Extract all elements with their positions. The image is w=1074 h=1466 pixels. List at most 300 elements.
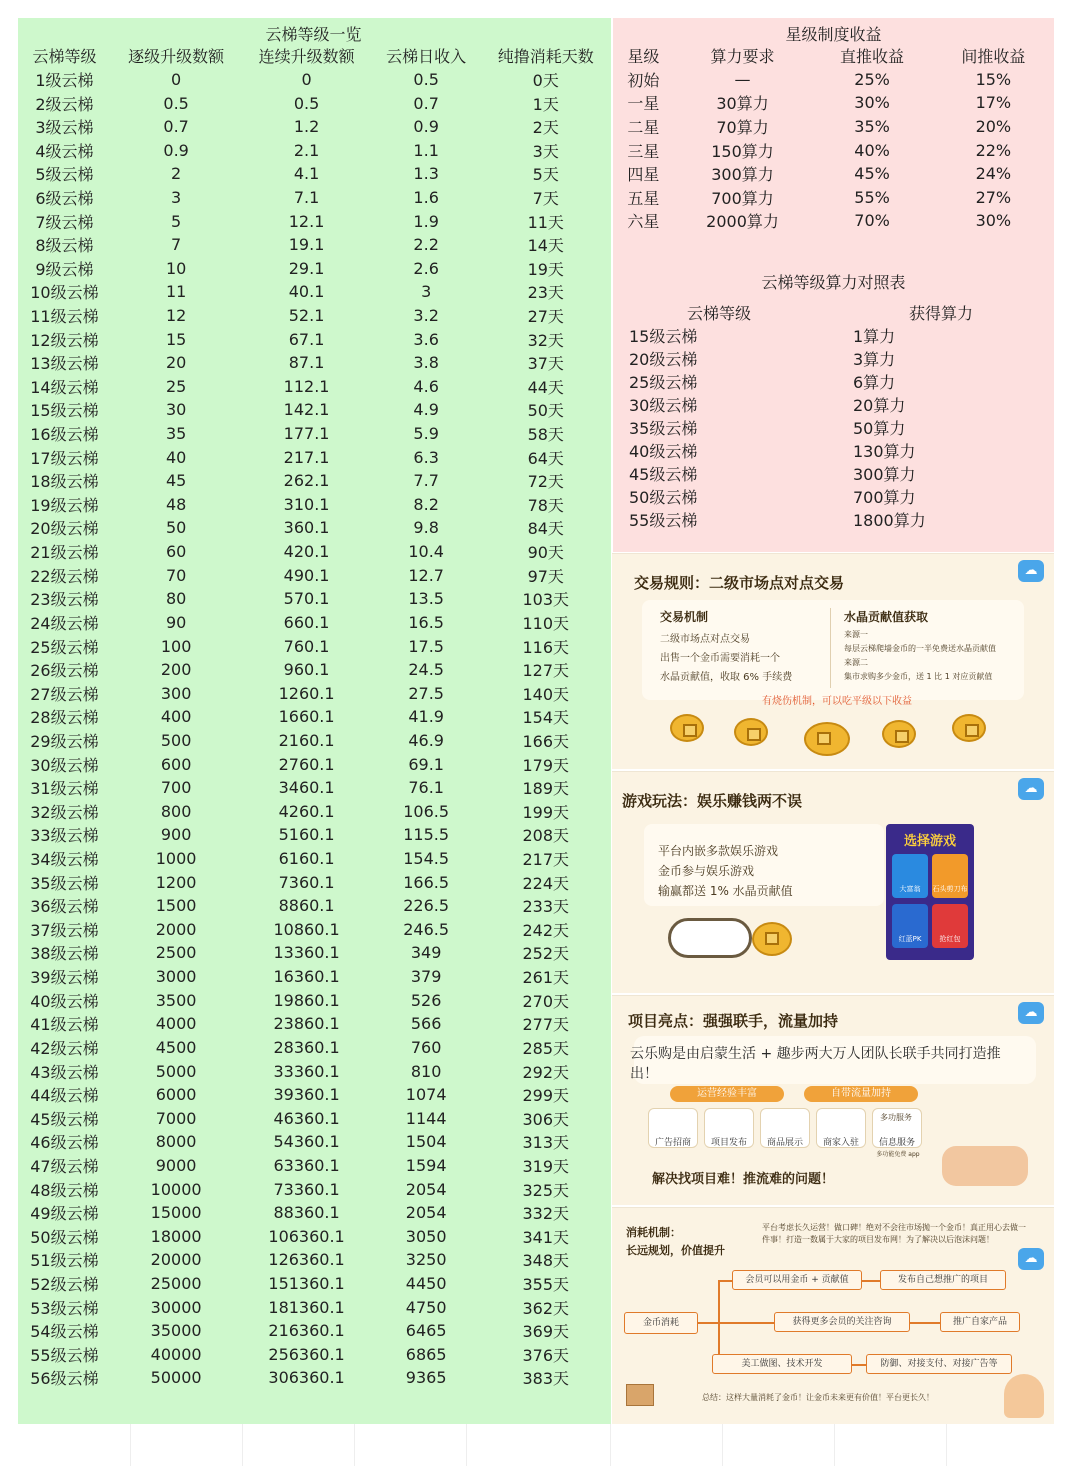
table-cell: 900 [160, 825, 192, 845]
table-cell: 300算力 [711, 165, 774, 185]
table-cell: 199天 [522, 802, 570, 822]
table-cell: 0天 [532, 70, 559, 90]
table-cell: 64天 [527, 448, 564, 468]
table-cell: 566 [410, 1014, 442, 1034]
table-cell: 189天 [522, 779, 570, 799]
table-cell: 27级云梯 [30, 684, 99, 704]
table-cell: 初始 [627, 70, 660, 90]
table-cell: 46级云梯 [30, 1133, 99, 1153]
table-cell: 216360.1 [268, 1321, 345, 1341]
consume-intro: 平台考虑长久运营！做口碑！绝对不会往市场抛一个金币！真正用心去做一件事！打造一数属于大家的项目发布网！为了解决以后泡沫问题！ [762, 1223, 1026, 1244]
table-row [18, 729, 611, 753]
table-cell: 23860.1 [273, 1014, 340, 1034]
table-row [18, 634, 611, 658]
table-cell: 45 [165, 471, 187, 491]
table-row [18, 705, 611, 729]
table-cell: 55级云梯 [30, 1345, 99, 1365]
table-row [18, 1224, 611, 1248]
table-cell: 7000 [155, 1108, 197, 1128]
table-cell: 341天 [522, 1227, 570, 1247]
table-cell: 30级云梯 [629, 396, 698, 415]
table-row [613, 439, 1054, 462]
table-cell: 46360.1 [273, 1108, 340, 1128]
table-cell: 30% [854, 93, 890, 113]
table-cell: 3天 [532, 141, 559, 161]
table-cell: 2054 [405, 1179, 447, 1199]
table-cell: 1.1 [413, 140, 439, 160]
table-cell: 5天 [532, 165, 559, 185]
table-cell: 20000 [150, 1250, 202, 1270]
table-cell: 10级云梯 [30, 283, 99, 303]
table-cell: 570.1 [283, 589, 330, 609]
table-cell: 40 [165, 447, 187, 467]
table-cell: 6级云梯 [35, 188, 94, 208]
table-cell: 22级云梯 [30, 566, 99, 586]
table-cell: 217天 [522, 850, 570, 870]
table-cell: 1.3 [413, 164, 439, 184]
table-cell: 100 [160, 636, 192, 656]
flow-root: 金币消耗 [624, 1312, 698, 1334]
table-row [18, 304, 611, 328]
table-cell: 262.1 [283, 471, 330, 491]
table-cell: 16级云梯 [30, 425, 99, 445]
table-cell: 348天 [522, 1251, 570, 1271]
table-cell: 233天 [522, 897, 570, 917]
table-cell: 7.7 [413, 471, 439, 491]
table-cell: 17% [975, 93, 1012, 113]
table-cell: 41级云梯 [30, 1015, 99, 1035]
table-cell: 379 [410, 967, 442, 987]
table-cell: 26级云梯 [30, 661, 99, 681]
table-row [18, 1201, 611, 1225]
table-cell: 5 [171, 211, 182, 231]
table-cell: 33级云梯 [30, 826, 99, 846]
table-cell: 3000 [155, 967, 197, 987]
table-cell: 200 [160, 660, 192, 680]
table-cell: 4750 [405, 1297, 447, 1317]
table-cell: 五星 [627, 188, 660, 208]
coin-stack-icon [804, 722, 850, 756]
table-cell: 11级云梯 [30, 307, 99, 326]
table-row [18, 587, 611, 611]
table-row [18, 422, 611, 446]
table-cell: 24.5 [408, 660, 444, 680]
table-cell: 12.7 [408, 565, 444, 585]
table-cell: 17.5 [408, 636, 444, 656]
table-cell: 126360.1 [268, 1250, 345, 1270]
table-cell: 110天 [522, 613, 570, 633]
table-cell: 2 [171, 164, 182, 184]
table-cell: 300算力 [853, 465, 916, 484]
table-cell: 70算力 [716, 118, 769, 138]
table-cell: 32天 [527, 330, 564, 350]
table-cell: 300 [160, 683, 192, 703]
table-row [18, 1177, 611, 1201]
star-panel [613, 18, 1054, 552]
table-cell: 10000 [150, 1179, 202, 1199]
table-row [18, 398, 611, 422]
table-cell: 55% [854, 187, 890, 207]
cloud-icon: ☁ [1018, 778, 1044, 800]
table-cell: 18000 [150, 1226, 202, 1246]
star-table-header: 星级 [627, 47, 660, 67]
table-cell: 19.1 [288, 235, 325, 255]
table-cell: 1504 [405, 1132, 447, 1152]
table-cell: 6865 [405, 1344, 447, 1364]
table-cell: 9.8 [413, 518, 439, 538]
trade-mech-line: 二级市场点对点交易 [660, 634, 750, 645]
star-table-header: 算力要求 [710, 47, 775, 67]
table-cell: 33360.1 [273, 1061, 340, 1081]
trade-card [612, 553, 1054, 769]
table-cell: 7.1 [293, 187, 320, 207]
table-cell: 420.1 [283, 542, 330, 562]
table-row [18, 1106, 611, 1130]
table-cell: 270天 [522, 991, 570, 1011]
level-table-header: 云梯日收入 [386, 47, 467, 67]
table-row [613, 393, 1054, 416]
crystal-line: 来源一 [844, 630, 868, 639]
flow-node: 会员可以用金币 + 贡献值 [732, 1270, 862, 1290]
table-row [613, 162, 1054, 186]
table-cell: 50级云梯 [629, 488, 698, 507]
table-cell: 252天 [522, 944, 570, 964]
table-cell: 20级云梯 [629, 350, 698, 369]
coin-icon [882, 720, 916, 748]
table-row [18, 823, 611, 847]
table-row [18, 445, 611, 469]
table-cell: 3.2 [413, 306, 439, 325]
table-cell: 3.8 [413, 353, 439, 373]
table-cell: 106.5 [403, 801, 450, 821]
table-cell: 55级云梯 [629, 511, 698, 530]
table-cell: 6算力 [853, 373, 896, 392]
game-line: 输赢都送 1% 水晶贡献值 [658, 884, 793, 898]
table-cell: 27.5 [408, 683, 444, 703]
table-cell: 760 [410, 1037, 442, 1057]
table-cell: 4000 [155, 1014, 197, 1034]
table-row [613, 91, 1054, 115]
table-cell: 49级云梯 [30, 1204, 99, 1224]
table-cell: 0.5 [163, 93, 189, 113]
coin-icon [734, 718, 768, 746]
table-cell: 四星 [627, 165, 660, 185]
table-row [18, 1154, 611, 1178]
table-cell: 277天 [522, 1015, 570, 1035]
table-cell: 10 [165, 258, 187, 278]
table-cell: 6160.1 [278, 849, 335, 869]
table-row [18, 1295, 611, 1319]
coin-icon [952, 714, 986, 742]
table-cell: 23级云梯 [30, 590, 99, 610]
table-cell: 127天 [522, 661, 570, 681]
level-table-header: 连续升级数额 [258, 47, 355, 67]
table-cell: 19860.1 [273, 990, 340, 1010]
table-row [18, 1130, 611, 1154]
table-cell: 28360.1 [273, 1037, 340, 1057]
star-table [613, 44, 1054, 233]
table-cell: 2160.1 [278, 730, 335, 750]
table-cell: 25000 [150, 1273, 202, 1293]
table-cell: 24% [975, 164, 1012, 184]
table-cell: 7360.1 [278, 872, 335, 892]
table-row [18, 469, 611, 493]
table-cell: 1.2 [293, 117, 320, 137]
table-cell: 299天 [522, 1086, 570, 1106]
table-cell: 0 [301, 69, 312, 89]
table-cell: 256360.1 [268, 1344, 345, 1364]
table-cell: 242天 [522, 920, 570, 940]
level-table-header: 逐级升级数额 [128, 47, 225, 67]
table-cell: 319天 [522, 1156, 570, 1176]
table-cell: 325天 [522, 1180, 570, 1200]
table-cell: 67.1 [288, 329, 325, 349]
crystal-line: 每层云梯爬墙金币的一半免费送水晶贡献值 [844, 644, 996, 653]
table-cell: 960.1 [283, 660, 330, 680]
table-cell: 11 [165, 282, 187, 302]
table-cell: 3500 [155, 990, 197, 1010]
feature-box: 商家入驻 [816, 1108, 866, 1148]
table-cell: 29级云梯 [30, 731, 99, 751]
table-cell: 16.5 [408, 612, 444, 632]
table-cell: 25% [854, 69, 890, 89]
table-row [18, 1248, 611, 1272]
table-cell: 53级云梯 [30, 1298, 99, 1318]
table-cell: 490.1 [283, 565, 330, 585]
handshake-icon [942, 1146, 1028, 1186]
feature-box: 商品展示 [760, 1108, 810, 1148]
table-cell: 15级云梯 [30, 401, 99, 421]
flow-node: 美工做图、技术开发 [712, 1354, 852, 1374]
table-cell: 45级云梯 [629, 465, 698, 484]
flow-node: 防御、对接支付、对接广告等 [866, 1354, 1012, 1374]
table-cell: 20级云梯 [30, 519, 99, 539]
table-cell: 1.6 [413, 187, 439, 207]
table-cell: 140天 [522, 684, 570, 704]
table-row [18, 1059, 611, 1083]
table-cell: 106360.1 [268, 1226, 345, 1246]
table-row [613, 370, 1054, 393]
table-cell: 30 [165, 400, 187, 420]
table-row [18, 280, 611, 304]
table-cell: 73360.1 [273, 1179, 340, 1199]
table-cell: 15% [975, 69, 1012, 89]
table-cell: 3级云梯 [35, 118, 94, 138]
table-cell: 8000 [155, 1132, 197, 1152]
table-cell: 2000 [155, 919, 197, 939]
table-cell: 37天 [527, 354, 564, 374]
feature-box-sub: 多功能免费 app [876, 1151, 920, 1158]
table-cell: 179天 [522, 755, 570, 775]
table-cell: 11天 [527, 212, 564, 232]
level-table [18, 44, 611, 1390]
star-table-title: 星级制度收益 [785, 25, 882, 44]
table-cell: 39360.1 [273, 1085, 340, 1105]
table-row [18, 681, 611, 705]
table-cell: 224天 [522, 873, 570, 893]
compare-table-title: 云梯等级算力对照表 [761, 273, 906, 292]
table-cell: 1074 [405, 1085, 447, 1105]
table-cell: 1200 [155, 872, 197, 892]
table-cell: 0.7 [163, 117, 189, 137]
table-cell: 4260.1 [278, 801, 335, 821]
trade-mech-line: 出售一个金币需要消耗一个 [660, 653, 780, 664]
table-cell: 27% [975, 187, 1012, 207]
table-cell: 76.1 [408, 778, 444, 798]
table-cell: 42级云梯 [30, 1038, 99, 1058]
table-cell: 88360.1 [273, 1203, 340, 1223]
table-cell: 1260.1 [278, 683, 335, 703]
table-cell: 31级云梯 [30, 779, 99, 799]
table-cell: 87.1 [288, 353, 325, 373]
table-cell: 30% [975, 211, 1012, 231]
table-cell: 10.4 [408, 542, 444, 562]
table-cell: 4450 [405, 1273, 447, 1293]
table-row [18, 941, 611, 965]
table-cell: 208天 [522, 826, 570, 846]
table-cell: 二星 [627, 118, 660, 138]
table-row [613, 508, 1054, 531]
table-cell: 1660.1 [278, 707, 335, 727]
table-cell: 16360.1 [273, 967, 340, 987]
table-cell: 32级云梯 [30, 802, 99, 822]
highlight-desc: 云乐购是由启蒙生活 + 趣步两大万人团队长联手共同打造推出！ [630, 1046, 1001, 1082]
table-cell: 15000 [150, 1203, 202, 1223]
table-cell: 15 [165, 329, 187, 349]
table-cell: 9级云梯 [35, 259, 94, 279]
table-row [613, 485, 1054, 508]
table-cell: 三星 [627, 141, 660, 161]
table-row [18, 138, 611, 162]
table-cell: 332天 [522, 1204, 570, 1224]
flow-node: 获得更多会员的关注咨询 [774, 1312, 910, 1332]
table-row [18, 256, 611, 280]
table-row [18, 1012, 611, 1036]
table-cell: 1算力 [853, 327, 896, 346]
table-cell: 3250 [405, 1250, 447, 1270]
highlight-slogan: 解决找项目难！推流难的问题！ [652, 1172, 835, 1187]
table-cell: 90 [165, 612, 187, 632]
table-cell: 50算力 [853, 419, 906, 438]
table-cell: 20% [975, 117, 1012, 137]
table-cell: 50000 [150, 1368, 202, 1388]
table-cell: 0.9 [163, 140, 189, 160]
table-cell: 17级云梯 [30, 448, 99, 468]
table-cell: 3050 [405, 1226, 447, 1246]
table-cell: 45% [854, 164, 890, 184]
table-row [18, 540, 611, 564]
table-cell: 1800算力 [853, 511, 926, 530]
gamepad-icon [668, 918, 752, 958]
table-cell: 5000 [155, 1061, 197, 1081]
table-cell: 4级云梯 [35, 141, 94, 161]
table-cell: 27天 [527, 307, 564, 326]
highlight-pill: 运营经验丰富 [670, 1086, 784, 1102]
table-row [18, 918, 611, 942]
table-row [613, 347, 1054, 370]
phone-tile: 抢红包 [932, 904, 968, 948]
table-cell: 1144 [405, 1108, 447, 1128]
table-cell: 56级云梯 [30, 1369, 99, 1389]
table-row [613, 68, 1054, 92]
table-cell: 54360.1 [273, 1132, 340, 1152]
compare-table-header: 云梯等级 [687, 304, 752, 323]
table-row [18, 375, 611, 399]
game-phone [886, 824, 974, 960]
table-cell: 2000算力 [706, 212, 779, 232]
table-cell: 50天 [527, 401, 564, 421]
cloud-icon: ☁ [1018, 560, 1044, 582]
table-cell: 130算力 [853, 442, 916, 461]
table-cell: 6.3 [413, 447, 439, 467]
table-cell: 285天 [522, 1038, 570, 1058]
box-icon [626, 1384, 654, 1406]
table-cell: 21级云梯 [30, 543, 99, 563]
person-icon [1004, 1374, 1044, 1418]
highlight-card [612, 995, 1054, 1205]
level-table-header: 云梯等级 [32, 47, 97, 67]
table-row [18, 776, 611, 800]
flow-node: 推广自家产品 [940, 1312, 1020, 1332]
table-cell: 6465 [405, 1321, 447, 1341]
table-cell: 116天 [522, 637, 570, 657]
table-cell: 0.5 [413, 69, 439, 89]
table-cell: 660.1 [283, 612, 330, 632]
game-card [612, 771, 1054, 993]
table-cell: 2054 [405, 1203, 447, 1223]
table-cell: 50级云梯 [30, 1227, 99, 1247]
table-cell: 376天 [522, 1345, 570, 1365]
table-cell: 60 [165, 542, 187, 562]
highlight-title: 项目亮点：强强联手，流量加持 [628, 1012, 839, 1030]
table-cell: 36级云梯 [30, 897, 99, 917]
table-row [18, 351, 611, 375]
table-cell: 2.1 [293, 140, 320, 160]
table-cell: 150算力 [711, 141, 774, 161]
table-cell: 500 [160, 730, 192, 750]
table-row [18, 1343, 611, 1367]
table-cell: 349 [410, 943, 442, 963]
highlight-pill: 自带流量加持 [804, 1086, 918, 1102]
table-cell: 22% [975, 140, 1012, 160]
table-cell: 90天 [527, 543, 564, 563]
table-cell: 54级云梯 [30, 1322, 99, 1342]
table-cell: 760.1 [283, 636, 330, 656]
table-cell: 40级云梯 [30, 991, 99, 1011]
phone-title: 选择游戏 [903, 834, 956, 849]
table-cell: 40% [854, 140, 890, 160]
table-cell: 35 [165, 424, 187, 444]
table-row [613, 115, 1054, 139]
table-cell: 1.9 [413, 211, 439, 231]
table-cell: 5级云梯 [35, 165, 94, 185]
table-row [18, 233, 611, 257]
table-cell: 383天 [522, 1369, 570, 1389]
table-cell: 9365 [405, 1368, 447, 1388]
table-cell: 63360.1 [273, 1155, 340, 1175]
table-row [18, 1036, 611, 1060]
table-cell: 142.1 [283, 400, 330, 420]
table-cell: 217.1 [283, 447, 330, 467]
table-row [18, 91, 611, 115]
table-cell: 44级云梯 [30, 1086, 99, 1106]
table-cell: 800 [160, 801, 192, 821]
table-cell: 18级云梯 [30, 472, 99, 492]
table-cell: 一星 [627, 94, 660, 114]
table-cell: — [734, 69, 751, 89]
table-cell: 1级云梯 [35, 70, 94, 90]
table-row [18, 847, 611, 871]
